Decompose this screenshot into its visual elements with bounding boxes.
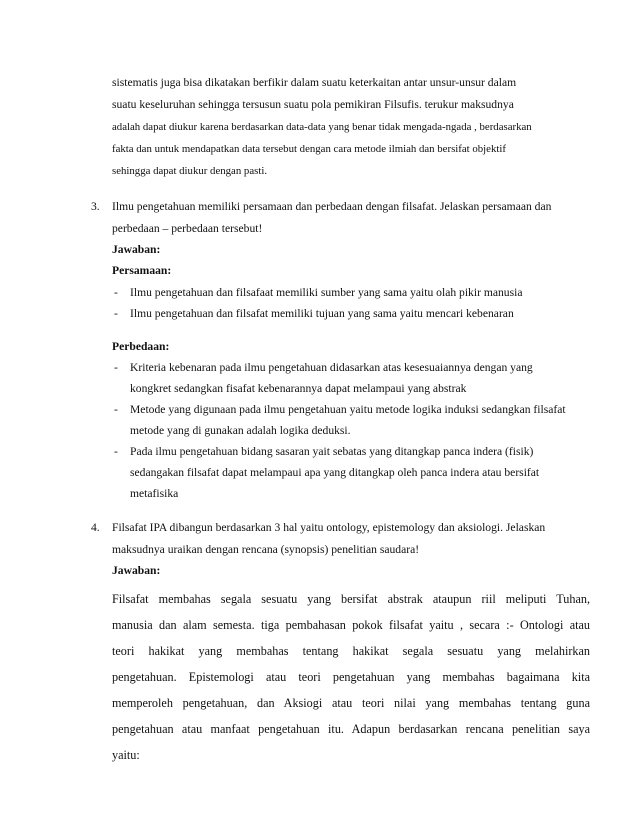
difference-item-3-line-2: sedangakan filsafat dapat melampaui apa yang ditangkap oleh panca indera atau bersifat [130, 466, 540, 479]
question-3-line-2: perbedaan – perbedaan tersebut! [112, 222, 263, 235]
bullet-dash: - [114, 307, 118, 320]
question-3-line-1: Ilmu pengetahuan memiliki persamaan dan perbedaan dengan filsafat. Jelaskan persamaan dan [112, 200, 552, 213]
answer-line-6: pengetahuan atau manfaat pengetahuan itu. Adapun berdasarkan rencana penelitian saya [112, 722, 590, 736]
intro-line-1: sistematis juga bisa dikatakan berfikir dalam suatu keterkaitan antar unsur-unsur dalam [112, 76, 517, 89]
similarity-item-2: Ilmu pengetahuan dan filsafat memiliki tujuan yang sama yaitu mencari kebenaran [130, 307, 514, 320]
similarity-item-1: Ilmu pengetahuan dan filsafaat memiliki sumber yang sama yaitu olah pikir manusia [130, 286, 523, 299]
answer-line-3: teori hakikat yang membahas tentang hakikat segala sesuatu yang melahirkan [112, 644, 590, 658]
question-4-answer-label: Jawaban: [112, 564, 161, 577]
intro-line-5: sehingga dapat diukur dengan pasti. [112, 165, 268, 177]
question-3-number: 3. [91, 200, 100, 213]
answer-line-7: yaitu: [112, 748, 140, 762]
intro-line-3: adalah dapat diukur karena berdasarkan data-data yang benar tidak mengada-ngada , berdasarkan [112, 121, 532, 133]
question-4-line-2: maksudnya uraikan dengan rencana (synopsis) penelitian saudara! [112, 543, 420, 556]
intro-line-4: fakta dan untuk mendapatkan data tersebut dengan cara metode ilmiah dan bersifat objektif [112, 143, 506, 155]
answer-line-4: pengetahuan. Epistemologi atau teori pengetahuan yang membahas bagaimana kita [112, 670, 590, 684]
bullet-dash: - [114, 361, 118, 374]
question-3-answer-label: Jawaban: [112, 243, 161, 256]
intro-line-2: suatu keseluruhan sehingga tersusun suatu pola pemikiran Filsufis. terukur maksudnya [112, 98, 514, 111]
answer-line-2: manusia dan alam semesta. tiga pembahasan pokok filsafat yaitu , secara :- Ontologi atau [112, 618, 590, 632]
difference-item-1-line-1: Kriteria kebenaran pada ilmu pengetahuan didasarkan atas kesesuaiannya dengan yang [130, 361, 533, 374]
bullet-dash: - [114, 403, 118, 416]
difference-item-3-line-3: metafisika [130, 487, 179, 500]
difference-item-1-line-2: kongkret sedangkan fisafat kebenarannya dapat melampaui yang abstrak [130, 382, 467, 395]
question-4-line-1: Filsafat IPA dibangun berdasarkan 3 hal yaitu ontology, epistemology dan aksiologi. Jelaskan [112, 521, 546, 534]
bullet-dash: - [114, 445, 118, 458]
similarities-label: Persamaan: [112, 264, 172, 277]
answer-line-1: Filsafat membahas segala sesuatu yang bersifat abstrak ataupun riil meliputi Tuhan, [112, 592, 590, 606]
difference-item-3-line-1: Pada ilmu pengetahuan bidang sasaran yait sebatas yang ditangkap panca indera (fisik) [130, 445, 534, 458]
question-4-number: 4. [91, 521, 100, 534]
bullet-dash: - [114, 286, 118, 299]
difference-item-2-line-2: metode yang di gunakan adalah logika deduksi. [130, 424, 351, 437]
difference-item-2-line-1: Metode yang digunaan pada ilmu pengetahuan yaitu metode logika induksi sedangkan filsafat [130, 403, 566, 416]
answer-line-5: memperoleh pengetahuan, dan Aksiogi atau teori nilai yang membahas tentang guna [112, 696, 590, 710]
differences-label: Perbedaan: [112, 340, 170, 353]
